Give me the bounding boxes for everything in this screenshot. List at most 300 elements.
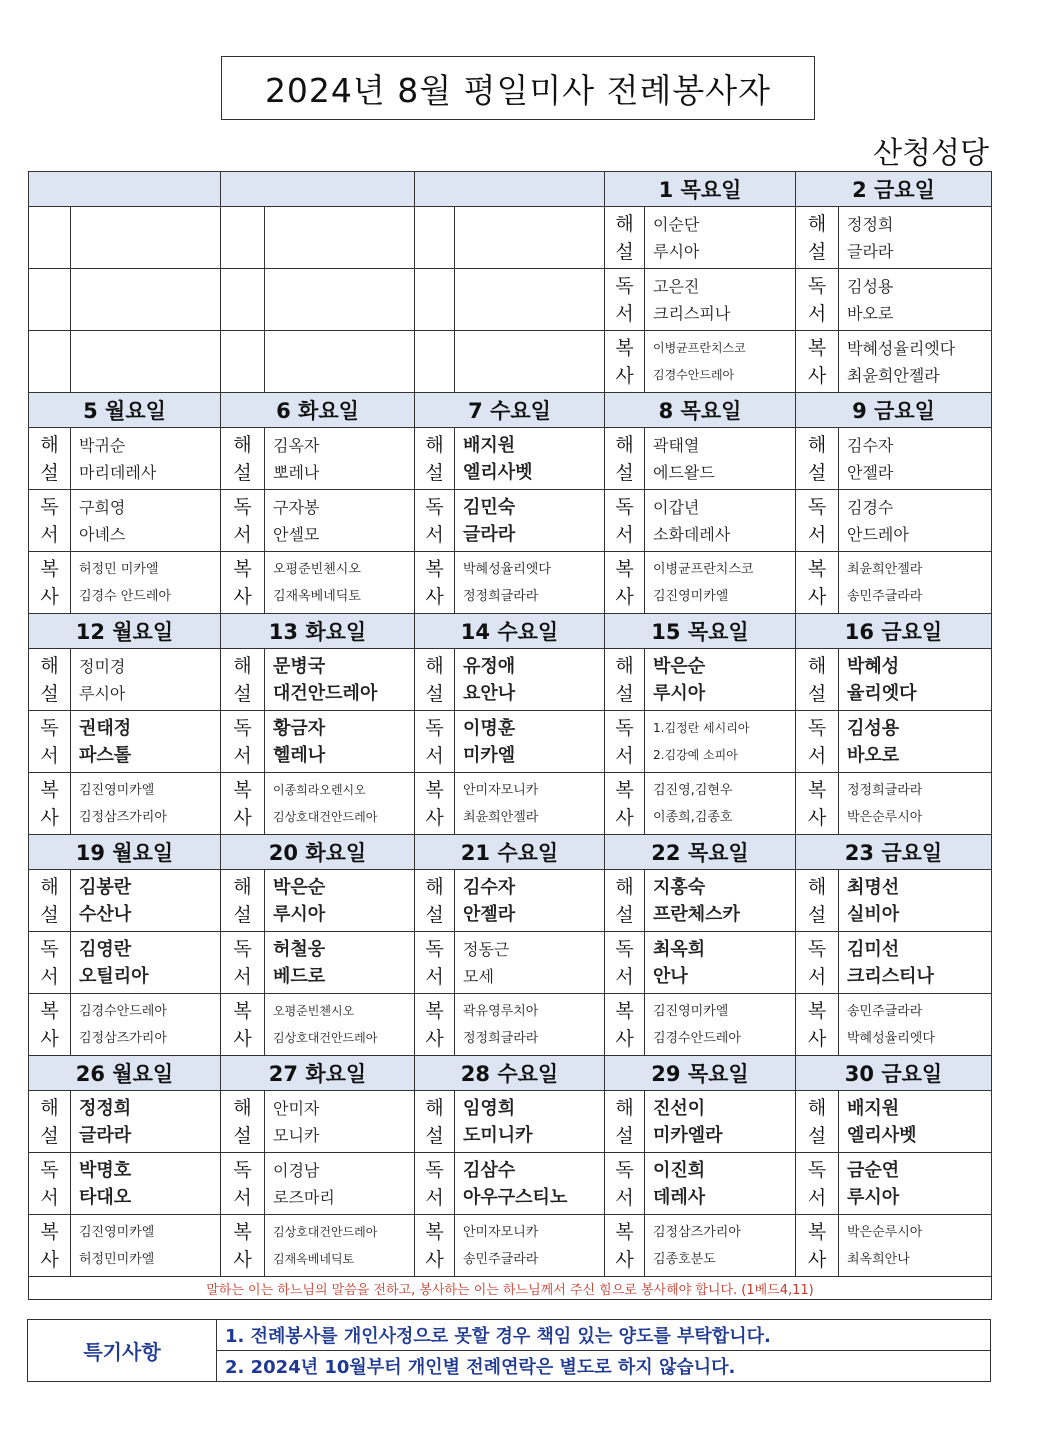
server-names xyxy=(265,552,415,614)
role-char: 복 xyxy=(615,778,634,801)
volunteer-name: 크리스티나 xyxy=(847,965,934,987)
role-char: 독 xyxy=(40,495,59,518)
server-names xyxy=(455,773,605,835)
commentator-role-label xyxy=(605,1091,645,1153)
role-char: 해 xyxy=(807,433,827,456)
volunteer-name: 박귀순 xyxy=(79,435,126,455)
volunteer-name: 1.김정란 세시리아 xyxy=(653,720,750,735)
volunteer-name: 이갑년 xyxy=(653,497,700,517)
volunteer-name: 김성용 xyxy=(847,717,900,739)
day-header xyxy=(415,172,605,207)
reader-names xyxy=(839,711,992,773)
schedule-table xyxy=(28,171,992,1300)
role-char: 해 xyxy=(425,1096,444,1119)
commentator-role-label xyxy=(605,649,645,711)
volunteer-name: 정정희글라라 xyxy=(847,782,923,798)
server-names xyxy=(71,1215,221,1277)
volunteer-name: 김상호대건안드레아 xyxy=(273,809,378,824)
role-char: 설 xyxy=(40,682,59,705)
day-header: 20 화요일 xyxy=(221,835,415,870)
reader-role-label xyxy=(221,711,265,773)
commentator-names xyxy=(265,207,415,269)
server-row xyxy=(29,331,992,393)
server-role-label xyxy=(415,331,455,393)
reader-role-label xyxy=(415,932,455,994)
role-char: 사 xyxy=(233,1248,252,1271)
volunteer-name: 타대오 xyxy=(79,1186,132,1208)
volunteer-name: 아녜스 xyxy=(79,524,126,544)
commentator-names xyxy=(645,207,796,269)
role-char: 사 xyxy=(40,806,59,829)
volunteer-name: 바오로 xyxy=(847,744,900,766)
reader-row xyxy=(29,1153,992,1215)
role-char: 설 xyxy=(807,461,827,484)
commentator-names xyxy=(71,428,221,490)
role-char: 해 xyxy=(425,654,444,677)
role-char: 사 xyxy=(615,1248,634,1271)
reader-role-label xyxy=(29,269,71,331)
role-char: 복 xyxy=(233,778,252,801)
volunteer-name: 안미자 xyxy=(273,1098,320,1118)
role-char: 해 xyxy=(425,875,444,898)
commentator-role-label xyxy=(415,870,455,932)
volunteer-name: 구희영 xyxy=(79,497,126,517)
server-role-label xyxy=(221,994,265,1056)
server-names xyxy=(645,1215,796,1277)
role-char: 사 xyxy=(233,806,252,829)
volunteer-name: 엘리사벳 xyxy=(847,1124,917,1146)
reader-row xyxy=(29,711,992,773)
volunteer-name: 송민주글라라 xyxy=(847,1003,923,1019)
reader-row xyxy=(29,269,992,331)
commentator-names xyxy=(455,870,605,932)
role-char: 설 xyxy=(615,1124,634,1147)
day-header: 9 금요일 xyxy=(796,393,992,428)
commentator-role-label xyxy=(221,207,265,269)
commentator-names xyxy=(71,207,221,269)
commentator-names xyxy=(71,870,221,932)
reader-names xyxy=(71,490,221,552)
volunteer-name: 김미선 xyxy=(847,938,900,960)
note-item: 2. 2024년 10월부터 개인별 전례연락은 별도로 하지 않습니다. xyxy=(217,1351,991,1382)
commentator-role-label xyxy=(29,1091,71,1153)
volunteer-name: 유정애 xyxy=(463,655,516,677)
server-names xyxy=(265,331,415,393)
volunteer-name: 모니카 xyxy=(273,1125,320,1145)
commentator-names xyxy=(265,1091,415,1153)
commentator-row xyxy=(29,207,992,269)
role-char: 설 xyxy=(40,1124,59,1147)
reader-names xyxy=(71,932,221,994)
commentator-role-label xyxy=(221,428,265,490)
volunteer-name: 이병균프란치스코 xyxy=(653,340,746,355)
commentator-row xyxy=(29,428,992,490)
volunteer-name: 이명훈 xyxy=(463,717,516,739)
role-char: 서 xyxy=(233,1186,252,1209)
volunteer-name: 김경수 xyxy=(847,497,894,517)
reader-names xyxy=(265,1153,415,1215)
role-char: 해 xyxy=(615,433,634,456)
role-char: 해 xyxy=(40,1096,59,1119)
volunteer-name: 황금자 xyxy=(273,717,326,739)
volunteer-name: 아우구스티노 xyxy=(463,1186,568,1208)
server-role-label xyxy=(796,552,839,614)
day-header: 28 수요일 xyxy=(415,1056,605,1091)
role-char: 해 xyxy=(233,654,252,677)
volunteer-name: 글라라 xyxy=(79,1124,132,1146)
volunteer-name: 안셀모 xyxy=(273,524,320,544)
volunteer-name: 정정희 xyxy=(847,214,894,234)
role-char: 사 xyxy=(615,585,634,608)
role-char: 서 xyxy=(807,965,827,988)
role-char: 해 xyxy=(615,875,634,898)
role-char: 설 xyxy=(807,240,827,263)
reader-role-label xyxy=(221,490,265,552)
commentator-role-label xyxy=(415,1091,455,1153)
commentator-names xyxy=(455,1091,605,1153)
volunteer-name: 오틸리아 xyxy=(79,965,149,987)
role-char: 독 xyxy=(233,1158,252,1181)
role-char: 해 xyxy=(40,875,59,898)
reader-role-label xyxy=(796,269,839,331)
role-char: 독 xyxy=(807,937,827,960)
volunteer-name: 헬레나 xyxy=(273,744,326,766)
server-role-label xyxy=(605,994,645,1056)
volunteer-name: 김수자 xyxy=(847,435,894,455)
role-char: 해 xyxy=(807,654,827,677)
role-char: 사 xyxy=(40,1027,59,1050)
commentator-names xyxy=(839,649,992,711)
notes-table xyxy=(27,1319,991,1382)
server-names xyxy=(71,994,221,1056)
volunteer-name: 박혜성 xyxy=(847,655,900,677)
day-header: 21 수요일 xyxy=(415,835,605,870)
server-role-label xyxy=(221,1215,265,1277)
reader-names xyxy=(645,932,796,994)
role-char: 설 xyxy=(40,903,59,926)
volunteer-name: 안미자모니카 xyxy=(463,782,539,798)
commentator-role-label xyxy=(415,649,455,711)
volunteer-name: 안젤라 xyxy=(463,903,516,925)
reader-role-label xyxy=(415,490,455,552)
role-char: 설 xyxy=(807,682,827,705)
volunteer-name: 루시아 xyxy=(847,1186,900,1208)
role-char: 해 xyxy=(807,212,827,235)
day-header: 1 목요일 xyxy=(605,172,796,207)
volunteer-name: 이병균프란치스코 xyxy=(653,561,754,577)
server-names xyxy=(455,552,605,614)
volunteer-name: 박은순루시아 xyxy=(847,809,923,825)
role-char: 복 xyxy=(807,557,827,580)
role-char: 해 xyxy=(615,212,634,235)
volunteer-name: 파스톨 xyxy=(79,744,132,766)
volunteer-name: 박혜성율리엣다 xyxy=(463,561,551,577)
server-row xyxy=(29,1215,992,1277)
reader-role-label xyxy=(29,711,71,773)
commentator-row xyxy=(29,649,992,711)
volunteer-name: 지홍숙 xyxy=(653,876,706,898)
verse-row xyxy=(29,1277,992,1300)
role-char: 복 xyxy=(233,1220,252,1243)
page-title: 2024년 8월 평일미사 전례봉사자 xyxy=(221,56,815,120)
role-char: 설 xyxy=(425,903,444,926)
commentator-role-label xyxy=(796,428,839,490)
role-char: 복 xyxy=(807,1220,827,1243)
reader-role-label xyxy=(29,490,71,552)
volunteer-name: 정동근 xyxy=(463,939,510,959)
role-char: 서 xyxy=(233,744,252,767)
role-char: 설 xyxy=(615,903,634,926)
server-row xyxy=(29,773,992,835)
volunteer-name: 루시아 xyxy=(653,682,706,704)
volunteer-name: 김진영미카엘 xyxy=(79,782,155,798)
volunteer-name: 진선이 xyxy=(653,1097,706,1119)
volunteer-name: 허철웅 xyxy=(273,938,326,960)
role-char: 사 xyxy=(615,364,634,387)
commentator-names xyxy=(265,870,415,932)
role-char: 설 xyxy=(615,682,634,705)
server-role-label xyxy=(221,773,265,835)
day-header: 8 목요일 xyxy=(605,393,796,428)
role-char: 해 xyxy=(615,1096,634,1119)
server-role-label xyxy=(415,994,455,1056)
role-char: 복 xyxy=(40,778,59,801)
volunteer-name: 김봉란 xyxy=(79,876,132,898)
day-header: 26 월요일 xyxy=(29,1056,221,1091)
day-header-row xyxy=(29,614,992,649)
server-names xyxy=(265,773,415,835)
commentator-names xyxy=(645,649,796,711)
volunteer-name: 이순단 xyxy=(653,214,700,234)
volunteer-name: 김경수안드레아 xyxy=(653,1030,741,1046)
volunteer-name: 정정희글라라 xyxy=(463,588,539,604)
role-char: 사 xyxy=(233,585,252,608)
role-char: 사 xyxy=(615,1027,634,1050)
role-char: 서 xyxy=(425,744,444,767)
role-char: 독 xyxy=(807,716,827,739)
volunteer-name: 배지원 xyxy=(847,1097,900,1119)
volunteer-name: 이경남 xyxy=(273,1160,320,1180)
volunteer-name: 이종희,김종호 xyxy=(653,809,733,825)
role-char: 독 xyxy=(40,937,59,960)
reader-names xyxy=(265,490,415,552)
commentator-names xyxy=(455,649,605,711)
role-char: 복 xyxy=(425,999,444,1022)
role-char: 독 xyxy=(615,716,634,739)
reader-role-label xyxy=(29,1153,71,1215)
commentator-role-label xyxy=(796,1091,839,1153)
reader-names xyxy=(839,269,992,331)
volunteer-name: 김정삼즈가리아 xyxy=(653,1224,741,1240)
role-char: 설 xyxy=(425,461,444,484)
reader-role-label xyxy=(796,490,839,552)
commentator-names xyxy=(455,428,605,490)
volunteer-name: 최윤희안젤라 xyxy=(847,365,940,385)
role-char: 복 xyxy=(615,336,634,359)
server-role-label xyxy=(29,552,71,614)
role-char: 사 xyxy=(807,806,827,829)
server-role-label xyxy=(605,1215,645,1277)
reader-role-label xyxy=(605,711,645,773)
volunteer-name: 수산나 xyxy=(79,903,132,925)
role-char: 복 xyxy=(425,557,444,580)
server-role-label xyxy=(415,773,455,835)
commentator-role-label xyxy=(415,428,455,490)
role-char: 복 xyxy=(233,999,252,1022)
role-char: 설 xyxy=(425,1124,444,1147)
role-char: 설 xyxy=(233,1124,252,1147)
role-char: 서 xyxy=(807,1186,827,1209)
reader-names xyxy=(265,269,415,331)
volunteer-name: 율리엣다 xyxy=(847,682,917,704)
day-header: 29 목요일 xyxy=(605,1056,796,1091)
reader-role-label xyxy=(605,932,645,994)
role-char: 사 xyxy=(807,585,827,608)
commentator-role-label xyxy=(29,428,71,490)
role-char: 서 xyxy=(233,965,252,988)
volunteer-name: 허정민 미카엘 xyxy=(79,561,159,577)
volunteer-name: 김옥자 xyxy=(273,435,320,455)
volunteer-name: 글라라 xyxy=(847,241,894,261)
volunteer-name: 정정희 xyxy=(79,1097,132,1119)
commentator-names xyxy=(265,649,415,711)
reader-role-label xyxy=(605,490,645,552)
commentator-names xyxy=(645,428,796,490)
volunteer-name: 김상호대건안드레아 xyxy=(273,1030,378,1045)
role-char: 서 xyxy=(807,302,827,325)
volunteer-name: 문병국 xyxy=(273,655,326,677)
role-char: 복 xyxy=(425,1220,444,1243)
role-char: 서 xyxy=(40,523,59,546)
volunteer-name: 김진영,김현우 xyxy=(653,782,733,798)
volunteer-name: 김진영미카엘 xyxy=(653,1003,729,1019)
role-char: 서 xyxy=(425,965,444,988)
volunteer-name: 김재옥베네딕토 xyxy=(273,588,361,604)
volunteer-name: 최명선 xyxy=(847,876,900,898)
role-char: 복 xyxy=(807,999,827,1022)
role-char: 사 xyxy=(615,806,634,829)
day-header-row xyxy=(29,172,992,207)
day-header: 19 월요일 xyxy=(29,835,221,870)
server-names xyxy=(265,1215,415,1277)
volunteer-name: 김진영미카엘 xyxy=(653,588,729,604)
commentator-names xyxy=(265,428,415,490)
volunteer-name: 데레사 xyxy=(653,1186,706,1208)
commentator-row xyxy=(29,1091,992,1153)
volunteer-name: 김삼수 xyxy=(463,1159,516,1181)
server-names xyxy=(455,1215,605,1277)
volunteer-name: 모세 xyxy=(463,966,494,986)
day-header: 7 수요일 xyxy=(415,393,605,428)
volunteer-name: 최윤희안젤라 xyxy=(847,561,923,577)
volunteer-name: 도미니카 xyxy=(463,1124,533,1146)
reader-names xyxy=(645,490,796,552)
day-header: 14 수요일 xyxy=(415,614,605,649)
role-char: 서 xyxy=(425,523,444,546)
day-header: 27 화요일 xyxy=(221,1056,415,1091)
server-role-label xyxy=(605,331,645,393)
reader-names xyxy=(839,490,992,552)
commentator-names xyxy=(839,870,992,932)
day-header: 15 목요일 xyxy=(605,614,796,649)
commentator-row xyxy=(29,870,992,932)
role-char: 사 xyxy=(425,1027,444,1050)
volunteer-name: 바오로 xyxy=(847,303,894,323)
volunteer-name: 김상호대건안드레아 xyxy=(273,1224,378,1239)
server-role-label xyxy=(415,552,455,614)
server-names xyxy=(839,1215,992,1277)
role-char: 설 xyxy=(807,1124,827,1147)
commentator-names xyxy=(71,1091,221,1153)
server-role-label xyxy=(415,1215,455,1277)
reader-names xyxy=(455,1153,605,1215)
role-char: 서 xyxy=(40,1186,59,1209)
commentator-role-label xyxy=(605,428,645,490)
volunteer-name: 권태정 xyxy=(79,717,132,739)
volunteer-name: 최옥희안나 xyxy=(847,1251,910,1267)
volunteer-name: 안나 xyxy=(653,965,688,987)
role-char: 복 xyxy=(615,999,634,1022)
role-char: 독 xyxy=(615,937,634,960)
reader-names xyxy=(645,711,796,773)
role-char: 서 xyxy=(615,1186,634,1209)
volunteer-name: 미카엘라 xyxy=(653,1124,723,1146)
day-header-row xyxy=(29,1056,992,1091)
volunteer-name: 최옥희 xyxy=(653,938,706,960)
volunteer-name: 루시아 xyxy=(79,683,126,703)
role-char: 복 xyxy=(40,999,59,1022)
server-role-label xyxy=(221,331,265,393)
role-char: 독 xyxy=(615,274,634,297)
volunteer-name: 김종호분도 xyxy=(653,1251,716,1267)
role-char: 복 xyxy=(425,778,444,801)
bible-verse: 말하는 이는 하느님의 말씀을 전하고, 봉사하는 이는 하느님께서 주신 힘으로 봉사해야 합니다. (1베드4,11) xyxy=(29,1277,992,1300)
volunteer-name: 김정삼즈가리아 xyxy=(79,809,167,825)
volunteer-name: 고은진 xyxy=(653,276,700,296)
role-char: 독 xyxy=(425,937,444,960)
reader-role-label xyxy=(415,269,455,331)
day-header-row xyxy=(29,835,992,870)
server-names xyxy=(455,331,605,393)
server-names xyxy=(265,994,415,1056)
day-header: 22 목요일 xyxy=(605,835,796,870)
volunteer-name: 김재옥베네딕토 xyxy=(273,1251,355,1266)
role-char: 독 xyxy=(233,716,252,739)
role-char: 독 xyxy=(40,716,59,739)
server-role-label xyxy=(29,331,71,393)
volunteer-name: 금순연 xyxy=(847,1159,900,1181)
role-char: 서 xyxy=(40,965,59,988)
server-names xyxy=(645,994,796,1056)
server-names xyxy=(645,773,796,835)
role-char: 독 xyxy=(807,1158,827,1181)
volunteer-name: 프란체스카 xyxy=(653,903,740,925)
role-char: 설 xyxy=(233,682,252,705)
server-names xyxy=(839,773,992,835)
volunteer-name: 이종희라오렌시오 xyxy=(273,782,366,797)
commentator-role-label xyxy=(29,870,71,932)
reader-names xyxy=(455,269,605,331)
day-header: 5 월요일 xyxy=(29,393,221,428)
role-char: 서 xyxy=(40,744,59,767)
day-header: 16 금요일 xyxy=(796,614,992,649)
volunteer-name: 김경수안드레아 xyxy=(79,1003,167,1019)
volunteer-name: 에드왈드 xyxy=(653,462,715,482)
server-role-label xyxy=(796,1215,839,1277)
role-char: 서 xyxy=(807,523,827,546)
reader-names xyxy=(71,711,221,773)
commentator-role-label xyxy=(29,207,71,269)
